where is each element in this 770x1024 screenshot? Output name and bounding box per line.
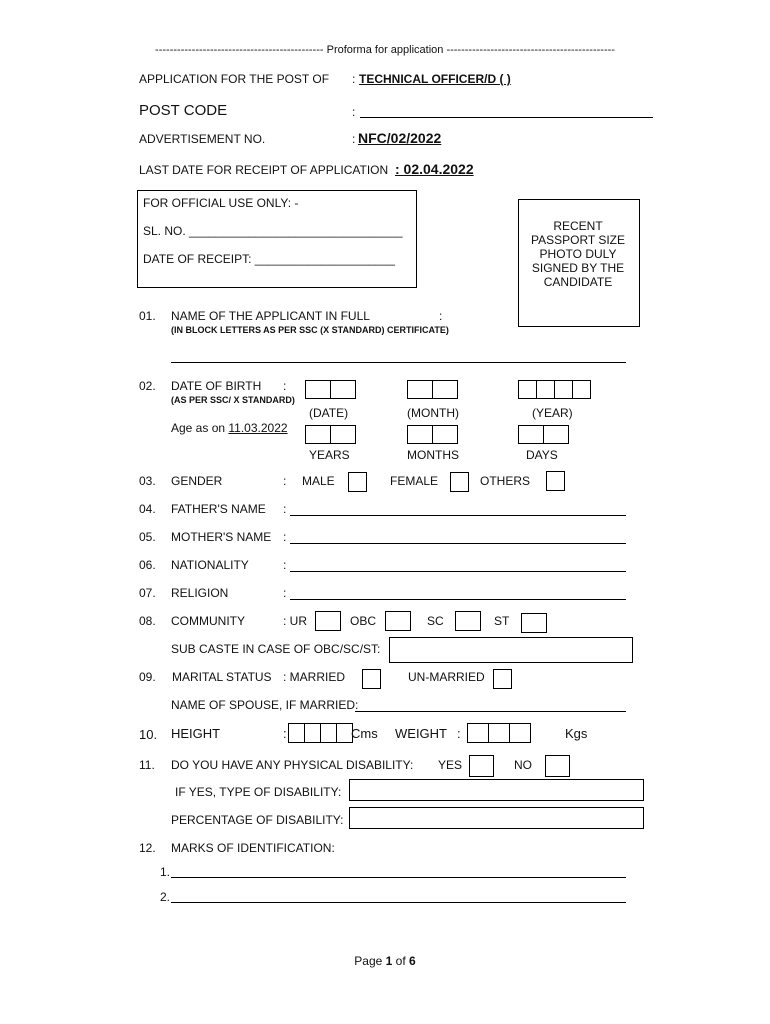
sub-caste-field[interactable] xyxy=(389,637,633,663)
age-days-boxes[interactable] xyxy=(518,425,568,444)
page-of: of xyxy=(395,954,406,968)
post-code-field[interactable] xyxy=(360,117,653,118)
q05-colon: : xyxy=(283,530,287,544)
q03-colon: : xyxy=(283,474,287,488)
weight-label: WEIGHT xyxy=(395,726,447,741)
marital-married-checkbox[interactable] xyxy=(362,669,381,689)
post-value: TECHNICAL OFFICER/D ( ) xyxy=(359,72,511,86)
community-ur-checkbox[interactable] xyxy=(315,611,341,631)
community-st-checkbox[interactable] xyxy=(521,613,547,633)
q08-number: 08. xyxy=(139,614,156,628)
age-years-boxes[interactable] xyxy=(305,425,355,444)
gender-others-checkbox[interactable] xyxy=(546,471,565,491)
height-boxes[interactable] xyxy=(288,723,352,743)
dob-year-caption: (YEAR) xyxy=(532,406,573,420)
dob-date-boxes[interactable] xyxy=(305,380,355,399)
mothers-name-field[interactable] xyxy=(290,543,626,544)
gender-others-label: OTHERS xyxy=(480,474,531,488)
height-unit: Cms xyxy=(351,726,378,741)
q10-colon: : xyxy=(283,726,287,741)
gender-female-checkbox[interactable] xyxy=(450,472,469,492)
disability-no-checkbox[interactable] xyxy=(545,755,570,777)
disability-yes-checkbox[interactable] xyxy=(469,755,494,777)
community-obc-label: OBC xyxy=(350,614,377,628)
q01-number: 01. xyxy=(139,309,156,323)
q02-colon: : xyxy=(283,379,287,393)
applicant-name-field[interactable] xyxy=(171,362,626,363)
gender-male-checkbox[interactable] xyxy=(348,472,367,492)
religion-field[interactable] xyxy=(290,599,626,600)
disability-type-label: IF YES, TYPE OF DISABILITY: xyxy=(175,785,342,799)
post-code-colon: : xyxy=(352,105,356,119)
mark-1-field[interactable] xyxy=(171,877,626,878)
official-use-title: FOR OFFICIAL USE ONLY: - xyxy=(143,196,299,210)
q07-number: 07. xyxy=(139,586,156,600)
sub-caste-label: SUB CASTE IN CASE OF OBC/SC/ST: xyxy=(171,642,381,656)
dob-year-boxes[interactable] xyxy=(518,380,590,399)
proforma-header: ---------------------------------------------- Proforma for application ---------------------------------------------- xyxy=(155,44,615,56)
q04-colon: : xyxy=(283,502,287,516)
post-label: APPLICATION FOR THE POST OF xyxy=(139,72,330,86)
q01-colon: : xyxy=(439,309,443,323)
q10-number: 10. xyxy=(139,727,158,742)
age-prefix: Age as on xyxy=(171,421,226,435)
community-sc-label: SC xyxy=(427,614,444,628)
q11-label: DO YOU HAVE ANY PHYSICAL DISABILITY: xyxy=(171,758,414,772)
age-date: 11.03.2022 xyxy=(228,421,288,435)
date-of-receipt-field: DATE OF RECEIPT: _____________________ xyxy=(143,252,395,266)
fathers-name-field[interactable] xyxy=(290,515,626,516)
q08-label: COMMUNITY xyxy=(171,614,245,628)
dob-month-caption: (MONTH) xyxy=(407,406,459,420)
mark-2-field[interactable] xyxy=(171,902,626,903)
gender-male-label: MALE xyxy=(302,474,335,488)
gender-female-label: FEMALE xyxy=(390,474,439,488)
age-months-caption: MONTHS xyxy=(407,448,459,462)
last-date-label: LAST DATE FOR RECEIPT OF APPLICATION xyxy=(139,163,389,177)
disability-type-field[interactable] xyxy=(349,779,644,801)
disability-percent-label: PERCENTAGE OF DISABILITY: xyxy=(171,813,344,827)
page-prefix: Page xyxy=(354,954,383,968)
page-current: 1 xyxy=(385,954,393,968)
age-days-caption: DAYS xyxy=(526,448,558,462)
q06-colon: : xyxy=(283,558,287,572)
last-date-value: : 02.04.2022 xyxy=(395,161,474,177)
q04-number: 04. xyxy=(139,502,156,516)
q04-label: FATHER'S NAME xyxy=(171,502,266,516)
advertisement-label: ADVERTISEMENT NO. xyxy=(139,132,266,146)
dob-date-caption: (DATE) xyxy=(309,406,349,420)
q05-number: 05. xyxy=(139,530,156,544)
disability-no-label: NO xyxy=(514,758,532,772)
q02-label: DATE OF BIRTH xyxy=(171,379,262,393)
disability-percent-field[interactable] xyxy=(349,807,644,829)
community-sc-checkbox[interactable] xyxy=(455,611,481,631)
q06-number: 06. xyxy=(139,558,156,572)
spouse-name-label: NAME OF SPOUSE, IF MARRIED: xyxy=(171,698,359,712)
mark-2-number: 2. xyxy=(160,890,171,904)
advertisement-colon: : xyxy=(352,132,356,146)
page-number xyxy=(0,954,770,968)
marital-unmarried-label: UN-MARRIED xyxy=(408,670,485,684)
spouse-name-field[interactable] xyxy=(355,711,626,712)
q12-number: 12. xyxy=(139,841,156,855)
nationality-field[interactable] xyxy=(290,571,626,572)
q11-number: 11. xyxy=(139,758,155,772)
weight-colon: : xyxy=(457,726,461,741)
disability-yes-label: YES xyxy=(438,758,463,772)
q09-label: MARITAL STATUS xyxy=(172,670,272,684)
community-obc-checkbox[interactable] xyxy=(385,611,411,631)
marital-unmarried-checkbox[interactable] xyxy=(493,669,512,689)
q05-label: MOTHER'S NAME xyxy=(171,530,272,544)
q12-label: MARKS OF IDENTIFICATION: xyxy=(171,841,335,855)
photo-instruction: RECENT PASSPORT SIZE PHOTO DULY SIGNED BY THE CANDIDATE xyxy=(530,219,626,289)
q07-label: RELIGION xyxy=(171,586,229,600)
weight-boxes[interactable] xyxy=(467,723,530,743)
q07-colon: : xyxy=(283,586,287,600)
age-years-caption: YEARS xyxy=(309,448,350,462)
weight-unit: Kgs xyxy=(565,726,588,741)
page-total: 6 xyxy=(409,954,416,968)
q06-label: NATIONALITY xyxy=(171,558,249,572)
sl-no-field: SL. NO. ________________________________ xyxy=(143,224,403,238)
q10-label: HEIGHT xyxy=(171,726,221,741)
q01-note: (IN BLOCK LETTERS AS PER SSC (X STANDARD) CERTIFICATE) xyxy=(171,325,449,335)
q03-number: 03. xyxy=(139,474,156,488)
q02-number: 02. xyxy=(139,379,156,393)
post-code-label: POST CODE xyxy=(139,102,228,119)
age-months-boxes[interactable] xyxy=(407,425,457,444)
advertisement-value: NFC/02/2022 xyxy=(358,130,442,146)
marital-married-label: : MARRIED xyxy=(283,670,346,684)
q01-label: NAME OF THE APPLICANT IN FULL xyxy=(171,309,370,323)
community-ur-label: : UR xyxy=(283,614,307,628)
post-colon: : xyxy=(352,72,356,86)
dob-month-boxes[interactable] xyxy=(407,380,457,399)
mark-1-number: 1. xyxy=(160,865,171,879)
age-as-on-label xyxy=(171,421,288,435)
community-st-label: ST xyxy=(494,614,510,628)
q09-number: 09. xyxy=(139,670,156,684)
q02-note: (AS PER SSC/ X STANDARD) xyxy=(171,395,295,405)
q03-label: GENDER xyxy=(171,474,223,488)
